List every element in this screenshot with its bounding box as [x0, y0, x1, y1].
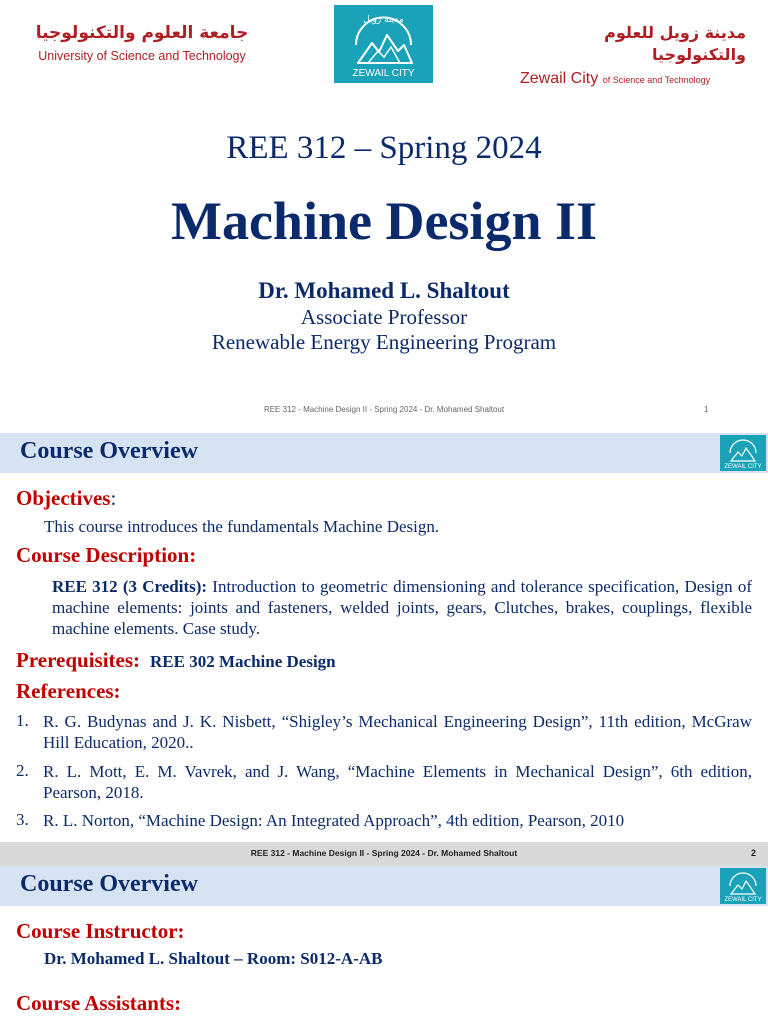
zc-wordmark-english	[520, 70, 746, 88]
zewail-city-logo-english: ZEWAIL CITY	[352, 68, 415, 79]
ust-logo-english: University of Science and Technology	[38, 49, 246, 63]
objectives-text: This course introduces the fundamentals Machine Design.	[44, 517, 440, 536]
slide-2-footer: REE 312 - Machine Design II - Spring 2024 - Dr. Mohamed Shaltout	[250, 848, 518, 858]
references-heading: References:	[16, 679, 121, 703]
reference-3-text: R. L. Norton, “Machine Design: An Integrated Approach”, 4th edition, Pearson, 2010	[43, 811, 625, 830]
slide-2-mini-logo-text: ZEWAIL CITY	[724, 464, 762, 470]
slide-1	[0, 0, 768, 425]
prerequisites-value: REE 302 Machine Design	[150, 652, 336, 671]
instructor-role: Associate Professor	[300, 305, 468, 329]
objectives-label: Objectives	[16, 486, 111, 510]
reference-1-number: 1.	[16, 711, 29, 730]
slide-2-zewail-logo	[720, 435, 766, 471]
ust-logo	[22, 22, 262, 64]
zc-wordmark-sub: of Science and Technology	[602, 75, 711, 85]
course-description-lead: REE 312 (3 Credits):	[52, 577, 208, 596]
slide-2-header-title: Course Overview	[20, 438, 198, 464]
reference-1-text: R. G. Budynas and J. K. Nisbett, “Shigley’s Mechanical Engineering Design”, 11th edition, McGraw Hill Education, 2020..	[43, 712, 752, 752]
reference-2-number: 2.	[16, 761, 29, 780]
reference-3-number: 3.	[16, 810, 29, 829]
slide-1-footer: REE 312 - Machine Design II - Spring 2024 - Dr. Mohamed Shaltout	[263, 405, 505, 414]
prerequisites-row	[16, 648, 336, 673]
course-assistants-heading: Course Assistants:	[16, 991, 182, 1015]
course-description-text	[52, 576, 752, 639]
program-name: Renewable Energy Engineering Program	[211, 330, 557, 354]
zewail-mini-logo-icon	[720, 868, 766, 904]
prerequisites-label: Prerequisites:	[16, 648, 141, 672]
course-description-body: Introduction to geometric dimensioning and tolerance specification, Design of machine elements: joints and fasteners, welded joints, gears, Clutches, brakes, couplings, flexible machine elements. Case study.	[52, 577, 752, 638]
main-title: Machine Design II	[170, 191, 597, 251]
zc-wordmark-arabic: مدينة زويل للعلوم والتكنولوجيا	[604, 23, 746, 64]
slide-3-header-title: Course Overview	[20, 871, 198, 897]
instructor-name: Dr. Mohamed L. Shaltout	[258, 278, 510, 303]
slide-3-mini-logo-text: ZEWAIL CITY	[724, 897, 762, 903]
objectives-colon: :	[110, 486, 117, 510]
course-instructor-value: Dr. Mohamed L. Shaltout – Room: S012-A-AB	[44, 949, 383, 968]
slide-1-page-number: 1	[704, 405, 709, 414]
zc-wordmark-name: Zewail City	[520, 70, 599, 87]
zewail-city-logo	[334, 5, 433, 83]
objectives-heading	[16, 486, 116, 511]
ust-logo-arabic: جامعة العلوم والتكنولوجيا	[35, 23, 249, 43]
slide-2-page-number: 2	[751, 848, 757, 858]
zewail-mini-logo-icon	[720, 435, 766, 471]
zewail-city-logo-arabic: مدينة زويل	[363, 15, 404, 25]
course-line: REE 312 – Spring 2024	[226, 130, 542, 166]
reference-2-text: R. L. Mott, E. M. Vavrek, and J. Wang, “Machine Elements in Mechanical Design”, 6th edition, Pearson, 2018.	[43, 762, 752, 802]
course-instructor-heading: Course Instructor:	[16, 919, 185, 943]
course-description-heading: Course Description:	[16, 543, 197, 567]
zewail-city-wordmark	[520, 22, 746, 88]
slide-3-zewail-logo	[720, 868, 766, 904]
zewail-city-emblem-icon	[334, 5, 433, 83]
slide-2-footer-bar	[0, 842, 768, 866]
